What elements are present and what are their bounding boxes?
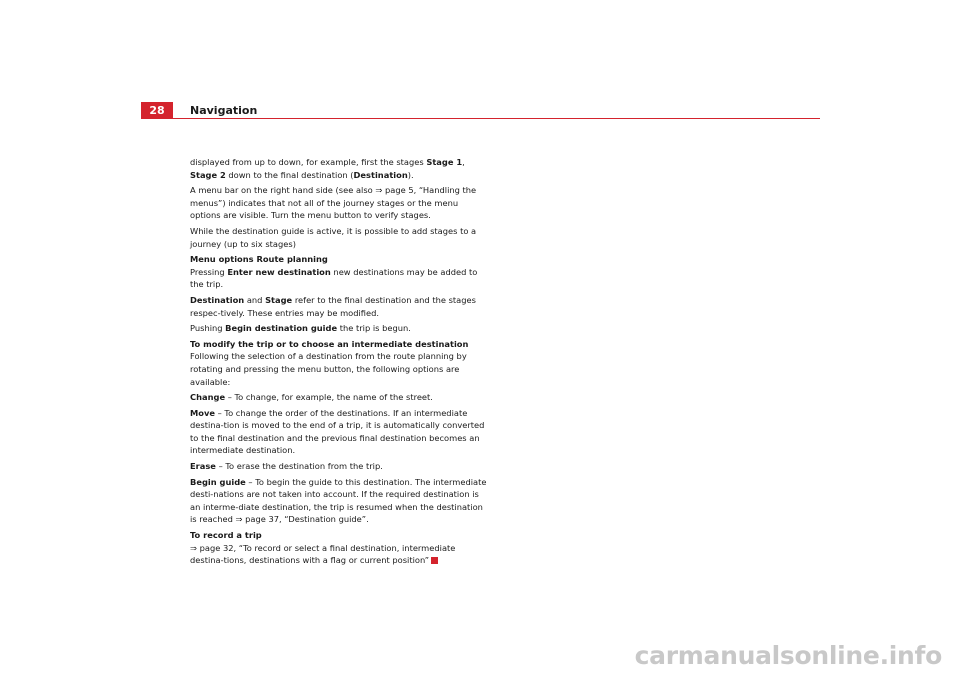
- paragraph-record-trip: ⇒ page 32, “To record or select a final destination, intermediate destina-tions, destinations with a flag or current position”: [190, 542, 456, 566]
- term-stage-2: Stage 2: [190, 169, 226, 180]
- term-stage-1: Stage 1: [426, 157, 463, 167]
- paragraph-stages: displayed from up to down, for example, first the stages Stage 1, Stage 2 down to the final destination (Destination).: [190, 157, 465, 180]
- record-trip-heading: To record a trip: [190, 530, 262, 541]
- page-number: 28: [141, 102, 173, 119]
- paragraph-begin-destination-guide: Pushing Begin destination guide the trip is begun.: [190, 323, 411, 334]
- header-rule: [173, 118, 820, 119]
- term-destination: Destination: [353, 169, 408, 180]
- paragraph-add-stages: While the destination guide is active, it is possible to add stages to a journey (up to six stages): [190, 225, 477, 249]
- watermark: carmanualsonline.info: [634, 641, 942, 670]
- paragraph-destination-stage: Destination and Stage refer to the final destination and the stages respec-tively. These entries may be modified.: [190, 294, 476, 318]
- option-begin-guide: Begin guide – To begin the guide to this destination. The intermediate desti-nations are not taken into account. If the required destination is an interme-diate destination, the trip is resumed when the destination is reached ⇒ page 37, “Destination guide”.: [190, 476, 487, 525]
- option-change: Change – To change, for example, the name of the street.: [190, 392, 433, 403]
- modify-trip-heading: To modify the trip or to choose an intermediate destination: [190, 338, 469, 349]
- paragraph-options-available: Following the selection of a destination from the route planning by rotating and pressing the menu button, the following options are available:: [190, 351, 467, 387]
- option-erase: Erase – To erase the destination from the trip.: [190, 461, 383, 472]
- paragraph-menu-bar: A menu bar on the right hand side (see also ⇒ page 5, “Handling the menus”) indicates that not all of the journey stages or the menu options are visible. Turn the menu button to verify stages.: [190, 185, 477, 221]
- section-title: Navigation: [190, 104, 258, 117]
- paragraph-enter-new-destination: Pressing Enter new destination new destinations may be added to the trip.: [190, 266, 478, 290]
- option-move: Move – To change the order of the destinations. If an intermediate destina-tion is moved to the end of a trip, it is automatically converted to the final destination and the previous final destination becomes an intermediate destination.: [190, 407, 485, 456]
- section-end-mark-icon: [431, 557, 438, 564]
- menu-options-heading: Menu options Route planning: [190, 254, 328, 265]
- body-text: [190, 156, 490, 570]
